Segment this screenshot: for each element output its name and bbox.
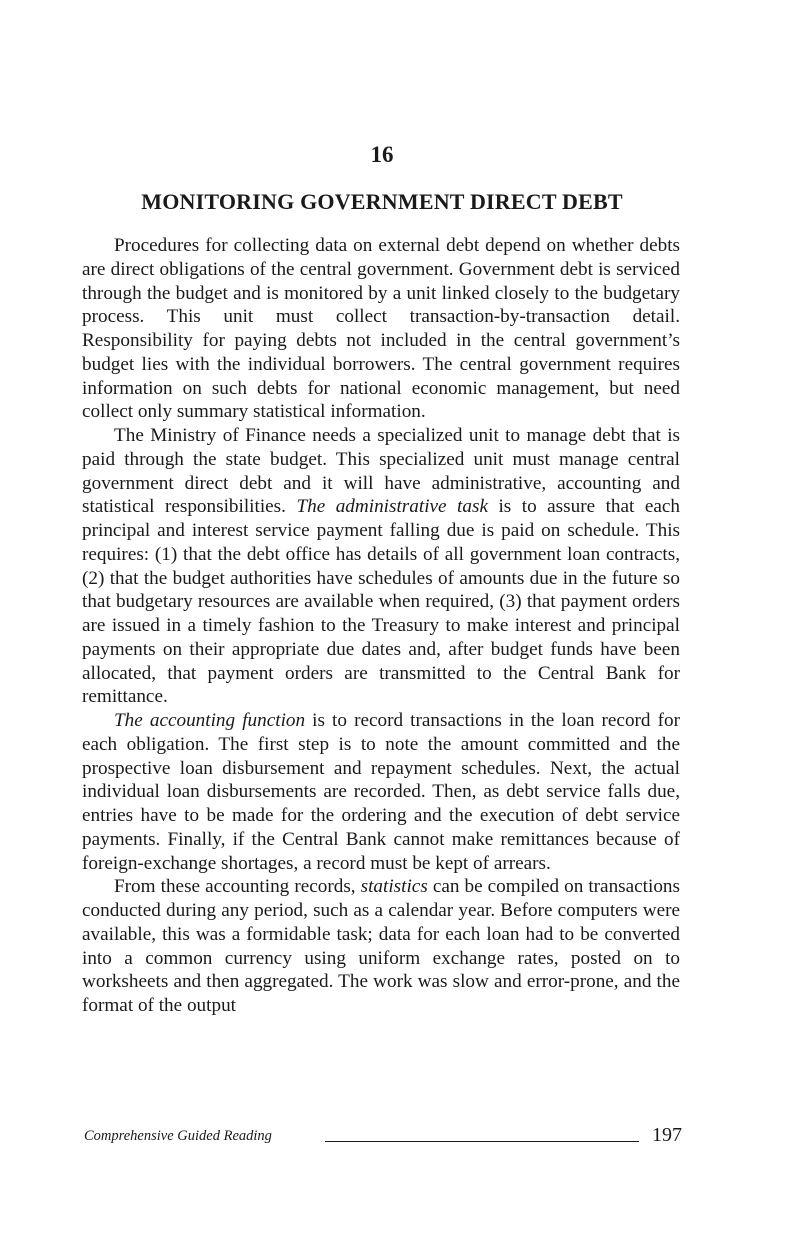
footer-divider [325, 1141, 639, 1142]
text-run: Procedures for collecting data on external debt depend on whether debts are direct obligations of the central government. Government debt is serviced through the budget and is monitored by a unit linked closely to the budgetary process. This unit must collect transaction-by-transaction detail. Responsibility for paying debts not included in the central government’s budget lies with the individual borrowers. The central government requires information on such debts for national economic management, but need collect only summary statistical information. [82, 235, 680, 423]
chapter-title: MONITORING GOVERNMENT DIRECT DEBT [141, 189, 623, 214]
paragraph [82, 234, 680, 424]
emphasis-statistics: statistics [360, 876, 428, 898]
page-footer [84, 1124, 682, 1150]
paragraph [82, 424, 680, 709]
footer-book-title: Comprehensive Guided Reading [84, 1128, 272, 1144]
text-run: is to record transactions in the loan record for each obligation. The first step is to note the amount committed and the prospective loan disbursement and repayment schedules. Next, the actual individual loan disbursements are recorded. Then, as debt service falls due, entries have to be made for the ordering and the execution of debt service payments. Finally, if the Central Bank cannot make remittances because of foreign-exchange shortages, a record must be kept of arrears. [82, 710, 680, 874]
page-number: 197 [652, 1124, 682, 1146]
chapter-number: 16 [370, 142, 394, 167]
text-run: From these accounting records, [114, 876, 361, 898]
paragraph [82, 875, 680, 1018]
paragraph [82, 709, 680, 875]
text-run: can be compiled on transactions conducted during any period, such as a calendar year. Before computers were available, this was a formidable task; data for each loan had to be converted into a common currency using uniform exchange rates, posted on to worksheets and then aggregated. The work was slow and error-prone, and the format of the output [82, 876, 680, 1016]
text-run: The Ministry of Finance needs a specialized unit to manage debt that is paid through the state budget. This specialized unit must manage central government direct debt and it will have administrative, accounting and statistical responsibilities. [82, 425, 680, 518]
text-run: is to assure that each principal and interest service payment falling due is paid on schedule. This requires: (1) that the debt office has details of all government loan contracts, (2) that the budget authorities have schedules of amounts due in the future so that budgetary resources are available when required, (3) that payment orders are issued in a timely fashion to the Treasury to make interest and principal payments on their appropriate due dates and, after budget funds have been allocated, that payment orders are transmitted to the Central Bank for remittance. [82, 496, 681, 708]
body-text [82, 234, 680, 1018]
emphasis-administrative-task: The administrative task [296, 496, 488, 518]
emphasis-accounting-function: The accounting function [114, 710, 306, 731]
